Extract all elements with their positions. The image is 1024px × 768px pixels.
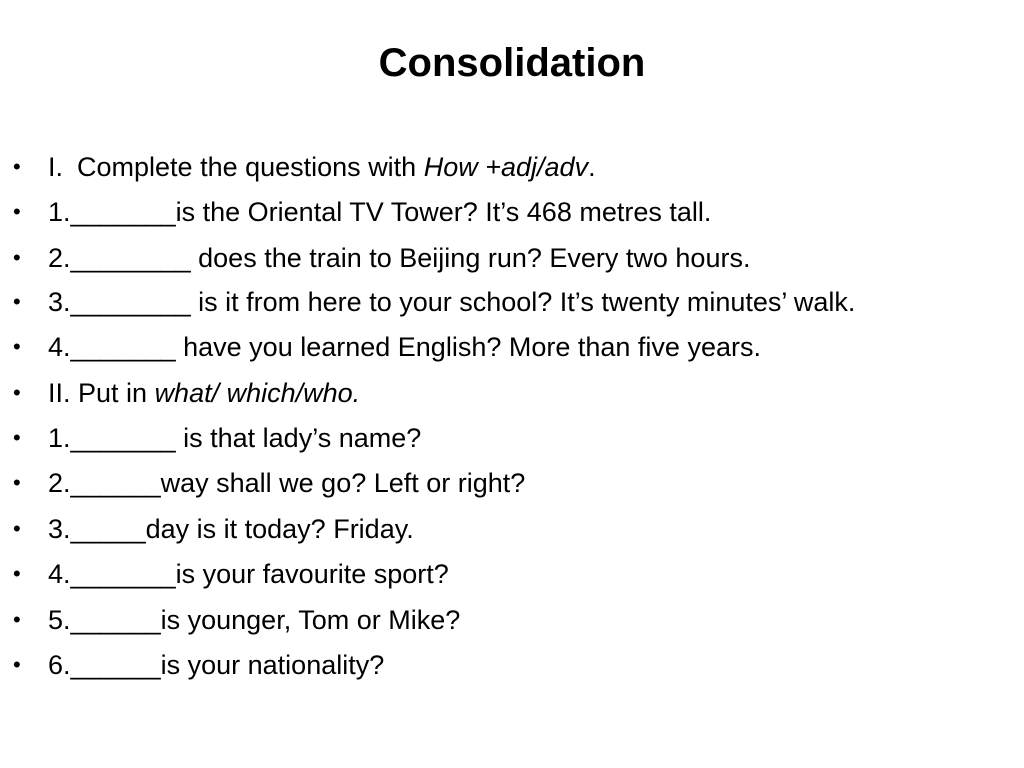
exercise-text: 2.______way shall we go? Left or right? bbox=[48, 468, 526, 499]
bullet-icon: • bbox=[13, 606, 21, 632]
section-heading-what-which-who bbox=[0, 374, 1024, 413]
exercise-text: 3.________ is it from here to your school? It’s twenty minutes’ walk. bbox=[48, 287, 856, 318]
bullet-icon: • bbox=[13, 652, 21, 678]
exercise-text: 1._______is the Oriental TV Tower? It’s 468 metres tall. bbox=[48, 197, 712, 228]
bullet-icon: • bbox=[13, 289, 21, 315]
section-numeral: I. bbox=[48, 152, 64, 182]
exercise-item bbox=[0, 646, 1024, 685]
bullet-icon: • bbox=[13, 379, 21, 405]
exercise-item bbox=[0, 555, 1024, 594]
exercise-item bbox=[0, 464, 1024, 503]
bullet-icon: • bbox=[13, 244, 21, 270]
exercise-item bbox=[0, 284, 1024, 320]
section-emphasis: How +adj/adv bbox=[423, 152, 589, 182]
exercise-item bbox=[0, 239, 1024, 278]
exercise-item bbox=[0, 328, 1024, 367]
bullet-icon: • bbox=[13, 561, 21, 587]
exercise-text: 6.______is your nationality? bbox=[48, 650, 385, 681]
section-heading-how bbox=[0, 148, 1024, 187]
exercise-text: 3._____day is it today? Friday. bbox=[48, 513, 414, 544]
section-instruction: Complete the questions with bbox=[77, 152, 424, 182]
exercise-text: 2.________ does the train to Beijing run? Every two hours. bbox=[48, 242, 751, 273]
bullet-icon: • bbox=[13, 470, 21, 496]
bullet-icon: • bbox=[13, 515, 21, 541]
section-emphasis: what/ which/who. bbox=[154, 377, 361, 408]
exercise-text: 4._______ have you learned English? More than five years. bbox=[48, 332, 761, 363]
exercise-text: 4._______is your favourite sport? bbox=[48, 559, 449, 590]
exercise-item bbox=[0, 419, 1024, 458]
bullet-icon: • bbox=[13, 334, 21, 360]
exercise-item bbox=[0, 510, 1024, 549]
slide-title: Consolidation bbox=[378, 41, 646, 85]
exercise-item bbox=[0, 601, 1024, 640]
exercise-text: 1._______ is that lady’s name? bbox=[48, 423, 422, 454]
exercise-item bbox=[0, 193, 1024, 232]
exercise-text: 5.______is younger, Tom or Mike? bbox=[48, 604, 461, 635]
section-instruction: II. Put in bbox=[48, 377, 155, 408]
bullet-icon: • bbox=[13, 199, 21, 225]
bullet-icon: • bbox=[13, 154, 21, 179]
bullet-icon: • bbox=[13, 425, 21, 451]
bullet-list bbox=[0, 148, 1024, 691]
section-end: . bbox=[588, 152, 596, 182]
